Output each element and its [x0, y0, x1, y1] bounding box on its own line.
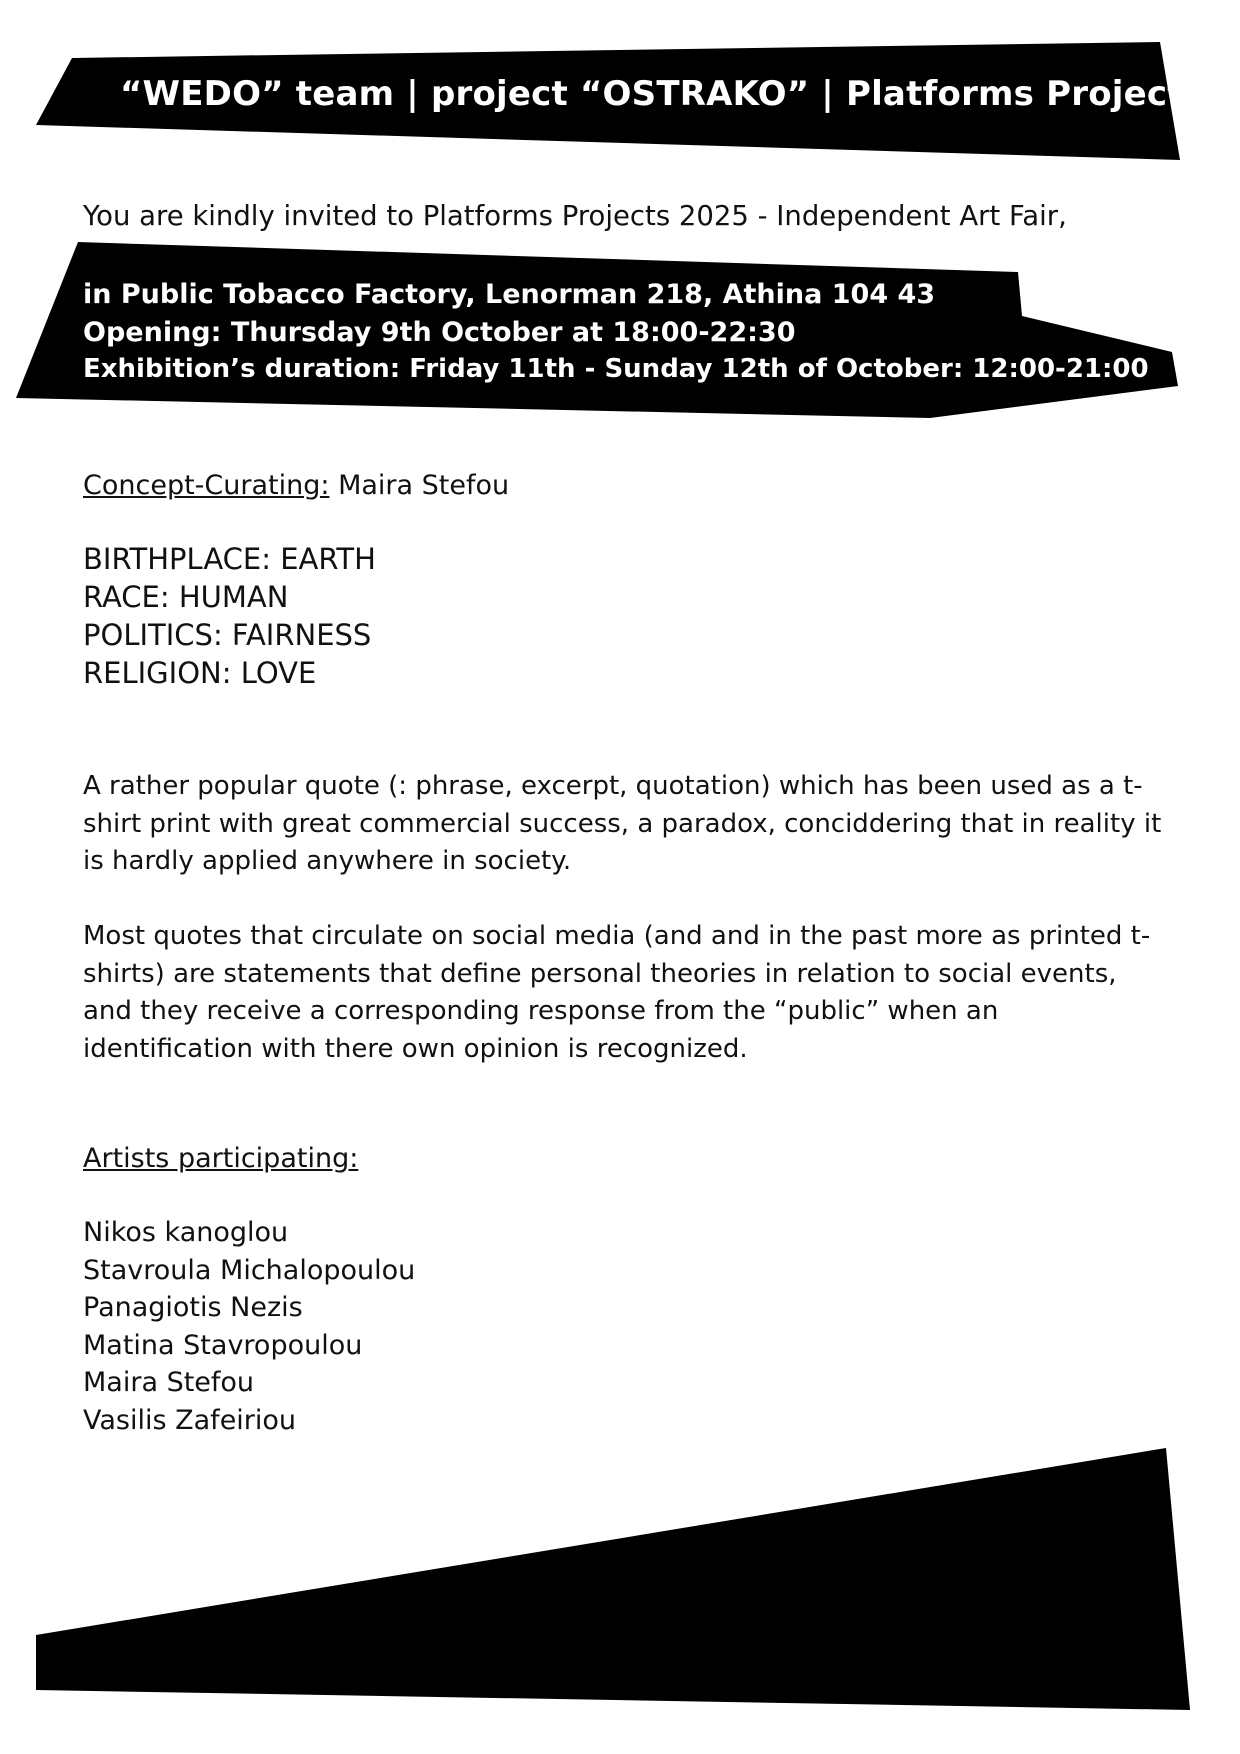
artist-name: Stavroula Michalopoulou: [83, 1254, 416, 1286]
paragraph-quote: A rather popular quote (: phrase, excerpt, quotation) which has been used as a t-shirt print with great commercial success, a paradox, conciddering that in reality it is hardly applied anywhere in society.: [83, 771, 1162, 876]
manifesto-item: POLITICS: FAIRNESS: [83, 618, 372, 652]
artist-name: Panagiotis Nezis: [83, 1292, 303, 1323]
manifesto-item: BIRTHPLACE: EARTH: [83, 542, 376, 576]
footer-wedge-shape: [36, 1448, 1190, 1710]
artist-name: Maira Stefou: [83, 1367, 255, 1398]
page-title: “WEDO” team | project “OSTRAKO” | Platforms Projects: [120, 74, 1205, 114]
artist-name: Vasilis Zafeiriou: [83, 1404, 297, 1436]
artist-name: Nikos kanoglou: [83, 1217, 289, 1248]
opening-line: Opening: Thursday 9th October at 18:00-22:30: [83, 317, 796, 348]
venue-line: in Public Tobacco Factory, Lenorman 218, Athina 104 43: [83, 279, 936, 310]
curator-line: [83, 470, 509, 501]
manifesto-item: RACE: HUMAN: [83, 580, 289, 614]
artists-list: [83, 1214, 415, 1439]
paragraph-social-media: Most quotes that circulate on social media (and and in the past more as printed t-shirts) are statements that define personal theories in relation to social events, and they receive a corresponding response from the “public” when an identification with there own opinion is recognized.: [83, 921, 1151, 1064]
curator-label: Concept-Curating:: [83, 470, 330, 501]
manifesto-list: [83, 540, 376, 692]
curator-name: Maira Stefou: [338, 470, 510, 501]
invitation-intro: You are kindly invited to Platforms Projects 2025 - Independent Art Fair,: [83, 200, 1067, 232]
manifesto-item: RELIGION: LOVE: [83, 656, 317, 690]
duration-line: Exhibition’s duration: Friday 11th - Sunday 12th of October: 12:00-21:00: [83, 354, 1149, 384]
artists-heading: Artists participating:: [83, 1143, 359, 1174]
artist-name: Matina Stavropoulou: [83, 1329, 363, 1361]
